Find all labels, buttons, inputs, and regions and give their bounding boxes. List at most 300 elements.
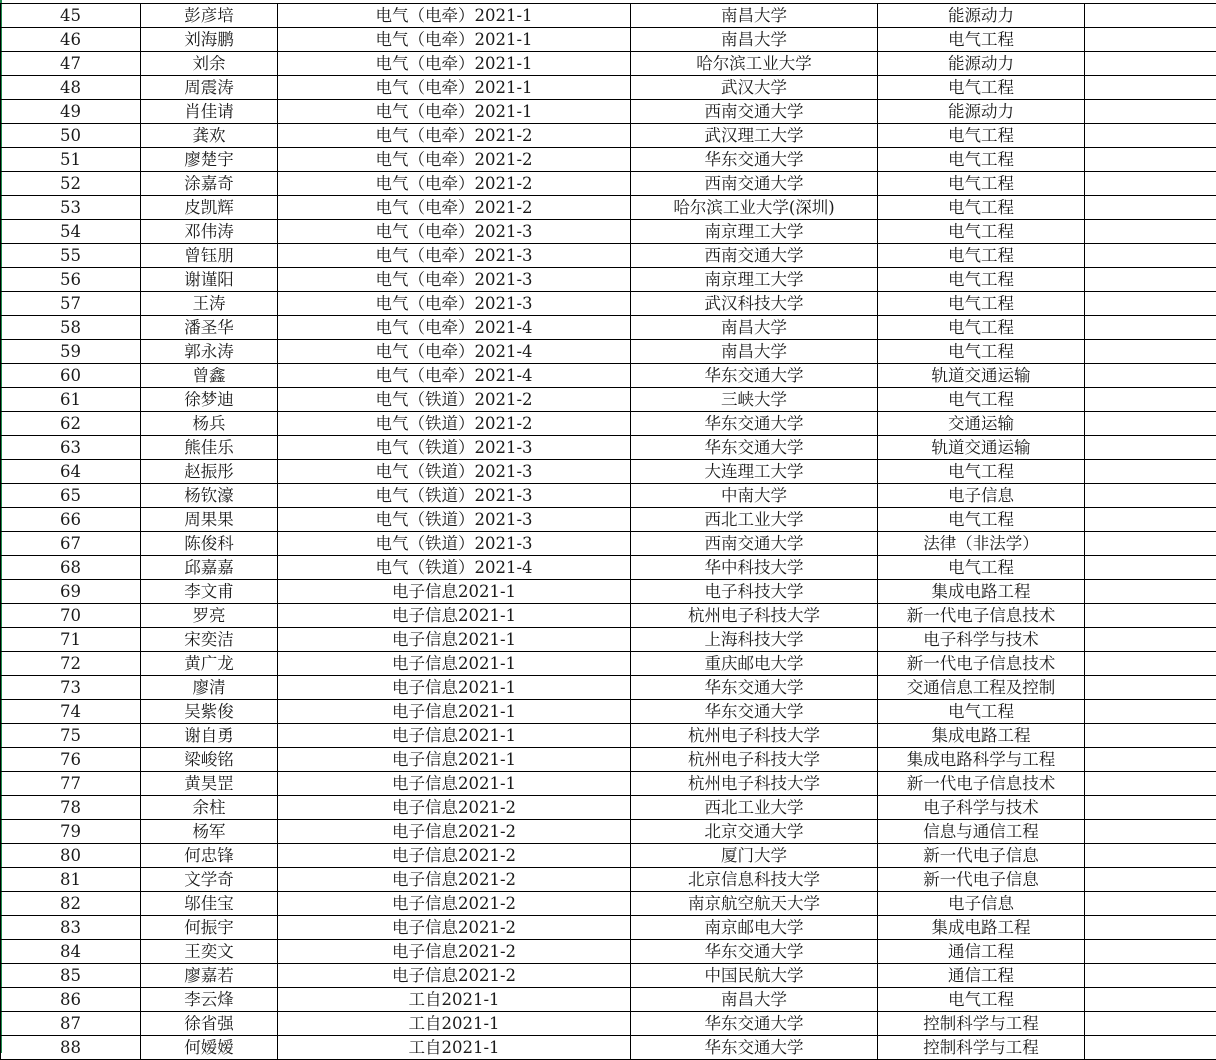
table-row xyxy=(1,796,1216,820)
cell-major[interactable]: 电气工程 xyxy=(878,172,1085,196)
table-body xyxy=(1,4,1216,1060)
cell-student-name[interactable]: 廖嘉若 xyxy=(141,964,278,988)
cell-student-name[interactable]: 杨军 xyxy=(141,820,278,844)
cell-major[interactable]: 通信工程 xyxy=(878,940,1085,964)
cell-number[interactable]: 52 xyxy=(1,172,141,196)
table-row xyxy=(1,820,1216,844)
cell-admitted-school[interactable]: 华东交通大学 xyxy=(631,676,878,700)
table-row xyxy=(1,604,1216,628)
cell-number[interactable]: 62 xyxy=(1,412,141,436)
table-row xyxy=(1,148,1216,172)
cell-class[interactable]: 电子信息2021-2 xyxy=(278,844,631,868)
cell-admitted-school[interactable]: 厦门大学 xyxy=(631,844,878,868)
cell-empty[interactable] xyxy=(1085,28,1216,52)
cell-student-name[interactable]: 潘圣华 xyxy=(141,316,278,340)
cell-student-name[interactable]: 周震涛 xyxy=(141,76,278,100)
cell-student-name[interactable]: 廖楚宇 xyxy=(141,148,278,172)
table-row xyxy=(1,556,1216,580)
cell-number[interactable]: 48 xyxy=(1,76,141,100)
cell-class[interactable]: 电子信息2021-1 xyxy=(278,724,631,748)
cell-class[interactable]: 电气（电牵）2021-1 xyxy=(278,52,631,76)
cell-admitted-school[interactable]: 南京航空航天大学 xyxy=(631,892,878,916)
cell-number[interactable]: 75 xyxy=(1,724,141,748)
cell-major[interactable]: 交通运输 xyxy=(878,412,1085,436)
table-row xyxy=(1,28,1216,52)
cell-class[interactable]: 电子信息2021-2 xyxy=(278,820,631,844)
cell-major[interactable]: 电子科学与技术 xyxy=(878,796,1085,820)
cell-student-name[interactable]: 周果果 xyxy=(141,508,278,532)
cell-empty[interactable] xyxy=(1085,868,1216,892)
cell-major[interactable]: 电气工程 xyxy=(878,148,1085,172)
cell-empty[interactable] xyxy=(1085,964,1216,988)
cell-admitted-school[interactable]: 南昌大学 xyxy=(631,28,878,52)
table-row xyxy=(1,172,1216,196)
cell-number[interactable]: 70 xyxy=(1,604,141,628)
table-row xyxy=(1,700,1216,724)
table-row xyxy=(1,124,1216,148)
cell-class[interactable]: 电子信息2021-2 xyxy=(278,892,631,916)
cell-student-name[interactable]: 谢自勇 xyxy=(141,724,278,748)
cell-student-name[interactable]: 曾鑫 xyxy=(141,364,278,388)
cell-number[interactable]: 71 xyxy=(1,628,141,652)
table-row xyxy=(1,676,1216,700)
cell-number[interactable]: 81 xyxy=(1,868,141,892)
cell-major[interactable]: 轨道交通运输 xyxy=(878,364,1085,388)
cell-major[interactable]: 电气工程 xyxy=(878,700,1085,724)
cell-admitted-school[interactable]: 哈尔滨工业大学 xyxy=(631,52,878,76)
cell-major[interactable]: 电气工程 xyxy=(878,316,1085,340)
cell-admitted-school[interactable]: 杭州电子科技大学 xyxy=(631,604,878,628)
cell-admitted-school[interactable]: 南昌大学 xyxy=(631,988,878,1012)
cell-class[interactable]: 电子信息2021-1 xyxy=(278,604,631,628)
cell-major[interactable]: 新一代电子信息 xyxy=(878,868,1085,892)
cell-class[interactable]: 电气（铁道）2021-4 xyxy=(278,556,631,580)
cell-admitted-school[interactable]: 西南交通大学 xyxy=(631,244,878,268)
cell-class[interactable]: 电子信息2021-1 xyxy=(278,772,631,796)
table-row xyxy=(1,724,1216,748)
cell-major[interactable]: 新一代电子信息 xyxy=(878,844,1085,868)
cell-number[interactable]: 53 xyxy=(1,196,141,220)
cell-major[interactable]: 通信工程 xyxy=(878,964,1085,988)
cell-admitted-school[interactable]: 华东交通大学 xyxy=(631,148,878,172)
cell-class[interactable]: 电气（铁道）2021-3 xyxy=(278,508,631,532)
cell-class[interactable]: 电气（电牵）2021-3 xyxy=(278,220,631,244)
cell-student-name[interactable]: 宋奕洁 xyxy=(141,628,278,652)
cell-number[interactable]: 47 xyxy=(1,52,141,76)
cell-major[interactable]: 控制科学与工程 xyxy=(878,1036,1085,1060)
table-row xyxy=(1,316,1216,340)
cell-empty[interactable] xyxy=(1085,76,1216,100)
cell-major[interactable]: 新一代电子信息技术 xyxy=(878,652,1085,676)
cell-class[interactable]: 工自2021-1 xyxy=(278,988,631,1012)
cell-empty[interactable] xyxy=(1085,292,1216,316)
cell-student-name[interactable]: 文学奇 xyxy=(141,868,278,892)
cell-major[interactable]: 电气工程 xyxy=(878,340,1085,364)
cell-number[interactable]: 66 xyxy=(1,508,141,532)
cell-major[interactable]: 电气工程 xyxy=(878,244,1085,268)
cell-student-name[interactable]: 肖佳请 xyxy=(141,100,278,124)
cell-major[interactable]: 能源动力 xyxy=(878,4,1085,28)
cell-empty[interactable] xyxy=(1085,820,1216,844)
cell-major[interactable]: 轨道交通运输 xyxy=(878,436,1085,460)
cell-major[interactable]: 电气工程 xyxy=(878,76,1085,100)
cell-empty[interactable] xyxy=(1085,652,1216,676)
cell-student-name[interactable]: 李云烽 xyxy=(141,988,278,1012)
cell-student-name[interactable]: 李文甫 xyxy=(141,580,278,604)
cell-empty[interactable] xyxy=(1085,4,1216,28)
cell-number[interactable]: 50 xyxy=(1,124,141,148)
cell-class[interactable]: 电子信息2021-2 xyxy=(278,868,631,892)
cell-admitted-school[interactable]: 北京交通大学 xyxy=(631,820,878,844)
table-row xyxy=(1,100,1216,124)
cell-number[interactable]: 79 xyxy=(1,820,141,844)
cell-empty[interactable] xyxy=(1085,484,1216,508)
cell-class[interactable]: 电子信息2021-1 xyxy=(278,700,631,724)
cell-number[interactable]: 76 xyxy=(1,748,141,772)
cell-student-name[interactable]: 徐梦迪 xyxy=(141,388,278,412)
cell-major[interactable]: 电子科学与技术 xyxy=(878,628,1085,652)
cell-admitted-school[interactable]: 南京理工大学 xyxy=(631,220,878,244)
cell-class[interactable]: 电子信息2021-2 xyxy=(278,916,631,940)
cell-student-name[interactable]: 杨兵 xyxy=(141,412,278,436)
table-row xyxy=(1,388,1216,412)
cell-class[interactable]: 电气（电牵）2021-4 xyxy=(278,364,631,388)
cell-major[interactable]: 电气工程 xyxy=(878,268,1085,292)
cell-major[interactable]: 交通信息工程及控制 xyxy=(878,676,1085,700)
table-row xyxy=(1,508,1216,532)
cell-empty[interactable] xyxy=(1085,364,1216,388)
cell-empty[interactable] xyxy=(1085,388,1216,412)
cell-admitted-school[interactable]: 南昌大学 xyxy=(631,4,878,28)
cell-empty[interactable] xyxy=(1085,196,1216,220)
cell-number[interactable]: 56 xyxy=(1,268,141,292)
cell-student-name[interactable]: 梁峻铭 xyxy=(141,748,278,772)
cell-admitted-school[interactable]: 南昌大学 xyxy=(631,316,878,340)
cell-empty[interactable] xyxy=(1085,460,1216,484)
cell-number[interactable]: 60 xyxy=(1,364,141,388)
cell-admitted-school[interactable]: 南京邮电大学 xyxy=(631,916,878,940)
cell-admitted-school[interactable]: 三峡大学 xyxy=(631,388,878,412)
table-row xyxy=(1,460,1216,484)
cell-empty[interactable] xyxy=(1085,172,1216,196)
cell-major[interactable]: 控制科学与工程 xyxy=(878,1012,1085,1036)
cell-student-name[interactable]: 廖清 xyxy=(141,676,278,700)
cell-student-name[interactable]: 徐省强 xyxy=(141,1012,278,1036)
cell-empty[interactable] xyxy=(1085,604,1216,628)
cell-empty[interactable] xyxy=(1085,988,1216,1012)
cell-empty[interactable] xyxy=(1085,1036,1216,1060)
cell-number[interactable]: 46 xyxy=(1,28,141,52)
cell-empty[interactable] xyxy=(1085,772,1216,796)
cell-admitted-school[interactable]: 西南交通大学 xyxy=(631,100,878,124)
cell-class[interactable]: 电子信息2021-1 xyxy=(278,748,631,772)
cell-admitted-school[interactable]: 华中科技大学 xyxy=(631,556,878,580)
cell-empty[interactable] xyxy=(1085,100,1216,124)
cell-number[interactable]: 55 xyxy=(1,244,141,268)
cell-major[interactable]: 集成电路工程 xyxy=(878,580,1085,604)
cell-admitted-school[interactable]: 电子科技大学 xyxy=(631,580,878,604)
cell-student-name[interactable]: 熊佳乐 xyxy=(141,436,278,460)
cell-major[interactable]: 电气工程 xyxy=(878,460,1085,484)
cell-number[interactable]: 69 xyxy=(1,580,141,604)
cell-class[interactable]: 工自2021-1 xyxy=(278,1012,631,1036)
cell-admitted-school[interactable]: 武汉理工大学 xyxy=(631,124,878,148)
cell-major[interactable]: 电气工程 xyxy=(878,124,1085,148)
cell-admitted-school[interactable]: 南京理工大学 xyxy=(631,268,878,292)
cell-student-name[interactable]: 黄昊罡 xyxy=(141,772,278,796)
cell-student-name[interactable]: 邱嘉嘉 xyxy=(141,556,278,580)
cell-admitted-school[interactable]: 上海科技大学 xyxy=(631,628,878,652)
cell-admitted-school[interactable]: 华东交通大学 xyxy=(631,412,878,436)
cell-major[interactable]: 能源动力 xyxy=(878,100,1085,124)
cell-class[interactable]: 电子信息2021-1 xyxy=(278,580,631,604)
cell-empty[interactable] xyxy=(1085,244,1216,268)
cell-class[interactable]: 电气（电牵）2021-3 xyxy=(278,268,631,292)
admission-table xyxy=(0,3,1216,1060)
table-row xyxy=(1,772,1216,796)
cell-admitted-school[interactable]: 华东交通大学 xyxy=(631,364,878,388)
cell-class[interactable]: 电子信息2021-2 xyxy=(278,796,631,820)
cell-admitted-school[interactable]: 华东交通大学 xyxy=(631,436,878,460)
cell-number[interactable]: 73 xyxy=(1,676,141,700)
cell-empty[interactable] xyxy=(1085,940,1216,964)
cell-empty[interactable] xyxy=(1085,748,1216,772)
cell-admitted-school[interactable]: 西北工业大学 xyxy=(631,508,878,532)
cell-class[interactable]: 电子信息2021-2 xyxy=(278,940,631,964)
cell-empty[interactable] xyxy=(1085,52,1216,76)
cell-major[interactable]: 电子信息 xyxy=(878,484,1085,508)
cell-number[interactable]: 45 xyxy=(1,4,141,28)
cell-student-name[interactable]: 曾钰朋 xyxy=(141,244,278,268)
cell-admitted-school[interactable]: 哈尔滨工业大学(深圳) xyxy=(631,196,878,220)
cell-number[interactable]: 85 xyxy=(1,964,141,988)
cell-student-name[interactable]: 陈俊科 xyxy=(141,532,278,556)
cell-number[interactable]: 58 xyxy=(1,316,141,340)
table-row xyxy=(1,244,1216,268)
table-row xyxy=(1,988,1216,1012)
cell-number[interactable]: 67 xyxy=(1,532,141,556)
cell-empty[interactable] xyxy=(1085,676,1216,700)
table-row xyxy=(1,436,1216,460)
cell-major[interactable]: 集成电路科学与工程 xyxy=(878,748,1085,772)
cell-student-name[interactable]: 赵振彤 xyxy=(141,460,278,484)
cell-major[interactable]: 电气工程 xyxy=(878,292,1085,316)
cell-major[interactable]: 新一代电子信息技术 xyxy=(878,772,1085,796)
cell-empty[interactable] xyxy=(1085,796,1216,820)
cell-class[interactable]: 电子信息2021-2 xyxy=(278,964,631,988)
cell-empty[interactable] xyxy=(1085,700,1216,724)
cell-class[interactable]: 电气（铁道）2021-3 xyxy=(278,532,631,556)
cell-student-name[interactable]: 邬佳宝 xyxy=(141,892,278,916)
cell-number[interactable]: 61 xyxy=(1,388,141,412)
cell-empty[interactable] xyxy=(1085,220,1216,244)
cell-empty[interactable] xyxy=(1085,340,1216,364)
cell-admitted-school[interactable]: 西南交通大学 xyxy=(631,172,878,196)
cell-class[interactable]: 电气（铁道）2021-3 xyxy=(278,436,631,460)
cell-class[interactable]: 电气（电牵）2021-2 xyxy=(278,172,631,196)
cell-admitted-school[interactable]: 大连理工大学 xyxy=(631,460,878,484)
cell-number[interactable]: 82 xyxy=(1,892,141,916)
cell-student-name[interactable]: 皮凯辉 xyxy=(141,196,278,220)
cell-admitted-school[interactable]: 重庆邮电大学 xyxy=(631,652,878,676)
table-row xyxy=(1,580,1216,604)
cell-student-name[interactable]: 何振宇 xyxy=(141,916,278,940)
cell-student-name[interactable]: 黄广龙 xyxy=(141,652,278,676)
cell-class[interactable]: 电气（铁道）2021-2 xyxy=(278,388,631,412)
cell-admitted-school[interactable]: 南昌大学 xyxy=(631,340,878,364)
cell-admitted-school[interactable]: 中国民航大学 xyxy=(631,964,878,988)
cell-number[interactable]: 87 xyxy=(1,1012,141,1036)
spreadsheet[interactable] xyxy=(0,3,1216,1060)
table-row xyxy=(1,652,1216,676)
cell-empty[interactable] xyxy=(1085,124,1216,148)
table-row xyxy=(1,532,1216,556)
cell-number[interactable]: 49 xyxy=(1,100,141,124)
cell-class[interactable]: 电气（电牵）2021-1 xyxy=(278,100,631,124)
cell-number[interactable]: 57 xyxy=(1,292,141,316)
cell-class[interactable]: 电气（铁道）2021-2 xyxy=(278,412,631,436)
cell-student-name[interactable]: 吴紫俊 xyxy=(141,700,278,724)
table-row xyxy=(1,844,1216,868)
cell-empty[interactable] xyxy=(1085,580,1216,604)
cell-class[interactable]: 电气（电牵）2021-3 xyxy=(278,244,631,268)
cell-student-name[interactable]: 王奕文 xyxy=(141,940,278,964)
cell-number[interactable]: 64 xyxy=(1,460,141,484)
cell-number[interactable]: 83 xyxy=(1,916,141,940)
cell-major[interactable]: 电气工程 xyxy=(878,28,1085,52)
cell-number[interactable]: 68 xyxy=(1,556,141,580)
cell-major[interactable]: 电气工程 xyxy=(878,556,1085,580)
cell-empty[interactable] xyxy=(1085,268,1216,292)
table-row xyxy=(1,340,1216,364)
table-row xyxy=(1,484,1216,508)
cell-class[interactable]: 电气（电牵）2021-1 xyxy=(278,76,631,100)
cell-class[interactable]: 电气（铁道）2021-3 xyxy=(278,484,631,508)
cell-major[interactable]: 新一代电子信息技术 xyxy=(878,604,1085,628)
cell-number[interactable]: 88 xyxy=(1,1036,141,1060)
cell-major[interactable]: 信息与通信工程 xyxy=(878,820,1085,844)
cell-number[interactable]: 72 xyxy=(1,652,141,676)
cell-empty[interactable] xyxy=(1085,1012,1216,1036)
cell-student-name[interactable]: 王涛 xyxy=(141,292,278,316)
cell-major[interactable]: 集成电路工程 xyxy=(878,916,1085,940)
cell-class[interactable]: 电子信息2021-1 xyxy=(278,628,631,652)
cell-major[interactable]: 电气工程 xyxy=(878,508,1085,532)
cell-major[interactable]: 能源动力 xyxy=(878,52,1085,76)
cell-major[interactable]: 集成电路工程 xyxy=(878,724,1085,748)
cell-number[interactable]: 63 xyxy=(1,436,141,460)
table-row xyxy=(1,76,1216,100)
cell-major[interactable]: 电子信息 xyxy=(878,892,1085,916)
cell-class[interactable]: 电气（电牵）2021-1 xyxy=(278,28,631,52)
table-row xyxy=(1,52,1216,76)
cell-student-name[interactable]: 刘余 xyxy=(141,52,278,76)
cell-empty[interactable] xyxy=(1085,316,1216,340)
cell-student-name[interactable]: 彭彦培 xyxy=(141,4,278,28)
table-row xyxy=(1,916,1216,940)
cell-admitted-school[interactable]: 武汉科技大学 xyxy=(631,292,878,316)
cell-admitted-school[interactable]: 华东交通大学 xyxy=(631,1036,878,1060)
cell-empty[interactable] xyxy=(1085,556,1216,580)
cell-class[interactable]: 电气（电牵）2021-2 xyxy=(278,124,631,148)
cell-admitted-school[interactable]: 杭州电子科技大学 xyxy=(631,748,878,772)
table-row xyxy=(1,1012,1216,1036)
cell-student-name[interactable]: 龚欢 xyxy=(141,124,278,148)
cell-class[interactable]: 电气（电牵）2021-4 xyxy=(278,340,631,364)
cell-student-name[interactable]: 罗亮 xyxy=(141,604,278,628)
cell-student-name[interactable]: 刘海鹏 xyxy=(141,28,278,52)
cell-major[interactable]: 电气工程 xyxy=(878,220,1085,244)
cell-empty[interactable] xyxy=(1085,412,1216,436)
cell-class[interactable]: 工自2021-1 xyxy=(278,1036,631,1060)
cell-student-name[interactable]: 涂嘉奇 xyxy=(141,172,278,196)
cell-number[interactable]: 77 xyxy=(1,772,141,796)
cell-number[interactable]: 51 xyxy=(1,148,141,172)
cell-number[interactable]: 74 xyxy=(1,700,141,724)
cell-class[interactable]: 电气（电牵）2021-2 xyxy=(278,196,631,220)
cell-number[interactable]: 65 xyxy=(1,484,141,508)
cell-student-name[interactable]: 邓伟涛 xyxy=(141,220,278,244)
cell-major[interactable]: 电气工程 xyxy=(878,196,1085,220)
cell-number[interactable]: 86 xyxy=(1,988,141,1012)
cell-empty[interactable] xyxy=(1085,532,1216,556)
cell-major[interactable]: 电气工程 xyxy=(878,988,1085,1012)
cell-class[interactable]: 电气（铁道）2021-3 xyxy=(278,460,631,484)
cell-number[interactable]: 59 xyxy=(1,340,141,364)
cell-admitted-school[interactable]: 华东交通大学 xyxy=(631,940,878,964)
cell-number[interactable]: 78 xyxy=(1,796,141,820)
cell-student-name[interactable]: 郭永涛 xyxy=(141,340,278,364)
cell-class[interactable]: 电气（电牵）2021-1 xyxy=(278,4,631,28)
cell-class[interactable]: 电气（电牵）2021-3 xyxy=(278,292,631,316)
cell-admitted-school[interactable]: 中南大学 xyxy=(631,484,878,508)
cell-admitted-school[interactable]: 北京信息科技大学 xyxy=(631,868,878,892)
cell-number[interactable]: 80 xyxy=(1,844,141,868)
cell-student-name[interactable]: 何忠锋 xyxy=(141,844,278,868)
cell-admitted-school[interactable]: 华东交通大学 xyxy=(631,700,878,724)
cell-admitted-school[interactable]: 杭州电子科技大学 xyxy=(631,772,878,796)
cell-student-name[interactable]: 谢谨阳 xyxy=(141,268,278,292)
cell-admitted-school[interactable]: 武汉大学 xyxy=(631,76,878,100)
cell-admitted-school[interactable]: 华东交通大学 xyxy=(631,1012,878,1036)
table-row xyxy=(1,748,1216,772)
cell-empty[interactable] xyxy=(1085,628,1216,652)
cell-student-name[interactable]: 何嫒嫒 xyxy=(141,1036,278,1060)
cell-class[interactable]: 电气（电牵）2021-4 xyxy=(278,316,631,340)
cell-empty[interactable] xyxy=(1085,916,1216,940)
table-row xyxy=(1,892,1216,916)
cell-admitted-school[interactable]: 西南交通大学 xyxy=(631,532,878,556)
cell-student-name[interactable]: 杨钦濠 xyxy=(141,484,278,508)
cell-admitted-school[interactable]: 西北工业大学 xyxy=(631,796,878,820)
cell-empty[interactable] xyxy=(1085,508,1216,532)
cell-empty[interactable] xyxy=(1085,148,1216,172)
cell-major[interactable]: 法律（非法学） xyxy=(878,532,1085,556)
cell-empty[interactable] xyxy=(1085,892,1216,916)
cell-empty[interactable] xyxy=(1085,724,1216,748)
cell-number[interactable]: 84 xyxy=(1,940,141,964)
cell-empty[interactable] xyxy=(1085,436,1216,460)
cell-number[interactable]: 54 xyxy=(1,220,141,244)
cell-class[interactable]: 电子信息2021-1 xyxy=(278,652,631,676)
cell-empty[interactable] xyxy=(1085,844,1216,868)
cell-major[interactable]: 电气工程 xyxy=(878,388,1085,412)
cell-admitted-school[interactable]: 杭州电子科技大学 xyxy=(631,724,878,748)
cell-student-name[interactable]: 余柱 xyxy=(141,796,278,820)
cell-class[interactable]: 电气（电牵）2021-2 xyxy=(278,148,631,172)
cell-class[interactable]: 电子信息2021-1 xyxy=(278,676,631,700)
table-row xyxy=(1,412,1216,436)
